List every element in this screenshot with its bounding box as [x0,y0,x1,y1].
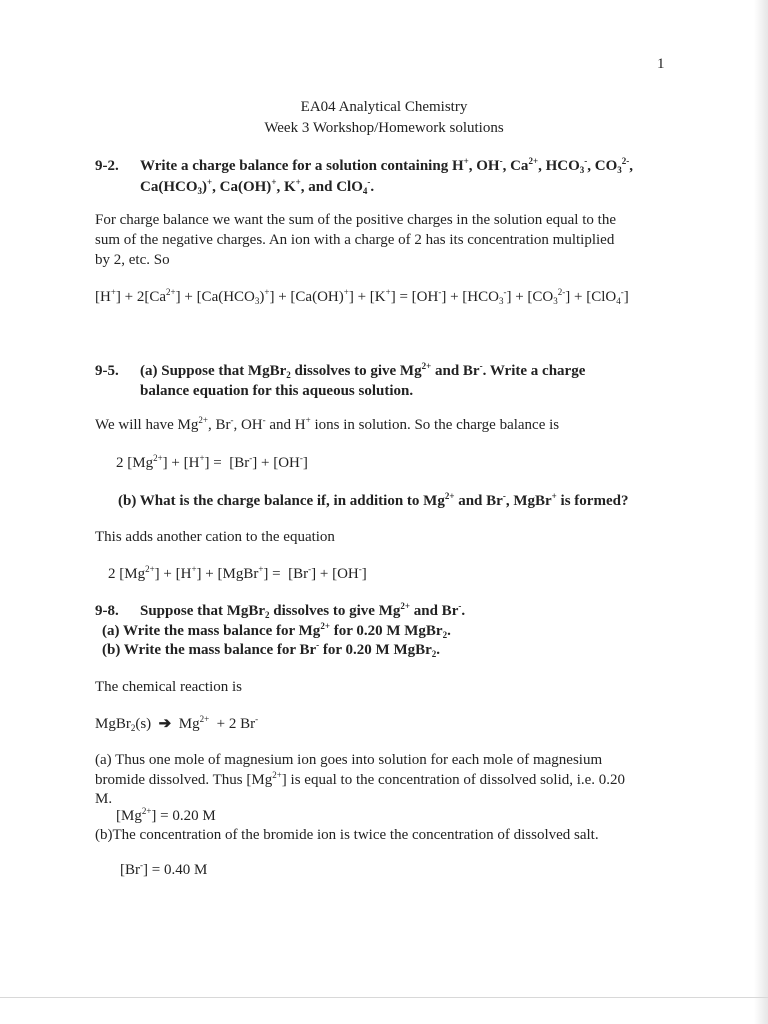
problem-number: 9-5. [95,363,119,379]
answer-paragraph-line: (a) Thus one mole of magnesium ion goes into solution for each mole of magnesium [95,752,603,768]
reaction-equation: MgBr$_2$(s) ➔ $Mg^{2+} + 2$ Br- [95,714,259,733]
answer-paragraph-line: (b)The concentration of the bromide ion is twice the concentration of dissolved salt. [95,827,599,843]
problem-question-line: Suppose that MgBr$_2$ dissolves to give $Mg^{2+}$ and Br-. [140,601,466,620]
answer-paragraph-line: M. [95,791,113,807]
document-subtitle: Week 3 Workshop/Homework solutions [264,120,504,136]
charge-balance-equation: 2 $[Mg^{2+}] + [H^+]$ + [MgBr+] = [Br-] + [OH-] [108,564,367,582]
problem-number: 9-2. [95,158,119,174]
page-number: 1 [657,56,665,72]
br-concentration-result: [Br-] = 0.40 M [120,860,208,878]
charge-balance-equation: $[H^+] + 2[Ca^{2+}] + [Ca(HCO_3)^+] + [Ca(OH)^+] + [K^+] = [OH^-] + [HCO_3^-] + [CO_3^{2-}] + [ClO_4^-]$ [95,287,629,306]
problem-question-line: $Ca(HCO_3)^+$, Ca(OH)+, K+, and ClO$_4$-. [140,177,375,196]
problem-number: 9-8. [95,603,119,619]
problem-question-line: balance equation for this aqueous solution. [140,383,414,399]
scan-bottom-line [0,997,768,998]
problem-question-line: (b) Write the mass balance for Br- for 0.20 M MgBr$_2$. [102,640,441,659]
answer-paragraph-line: sum of the negative charges. An ion with a charge of 2 has its concentration multiplied [95,232,615,248]
answer-paragraph-line: by 2, etc. So [95,252,170,268]
mg-concentration-result: $[Mg^{2+}] = 0.20$ M [116,806,216,824]
problem-question-line: (a) Write the mass balance for $Mg^{2+}$ for 0.20 M MgBr$_2$. [102,621,451,640]
answer-paragraph-line: bromide dissolved. Thus $[Mg^{2+}]$ is equal to the concentration of dissolved solid, i.e. 0.20 [95,770,626,788]
answer-text: The chemical reaction is [95,679,243,695]
problem-question-line: Write a charge balance for a solution containing H+, OH-, $Ca^{2+}$, $HCO_3^-$, $CO_3^{2-}$, [140,156,633,175]
charge-balance-equation: 2 $[Mg^{2+}] + [H^+] = [Br^-] + [OH^-]$ [116,453,308,471]
scan-edge-shadow [754,0,768,1024]
document-title: EA04 Analytical Chemistry [300,99,468,115]
answer-text: This adds another cation to the equation [95,529,335,545]
problem-question-line: (b) What is the charge balance if, in addition to $Mg^{2+}$ and Br-, MgBr+ is formed? [118,491,629,509]
problem-question-line: (a) Suppose that MgBr$_2$ dissolves to give $Mg^{2+}$ and Br-. Write a charge [140,361,586,380]
answer-paragraph-line: For charge balance we want the sum of the positive charges in the solution equal to the [95,212,616,228]
answer-text: We will have $Mg^{2+}$, Br-, OH- and H+ ions in solution. So the charge balance is [95,415,560,433]
